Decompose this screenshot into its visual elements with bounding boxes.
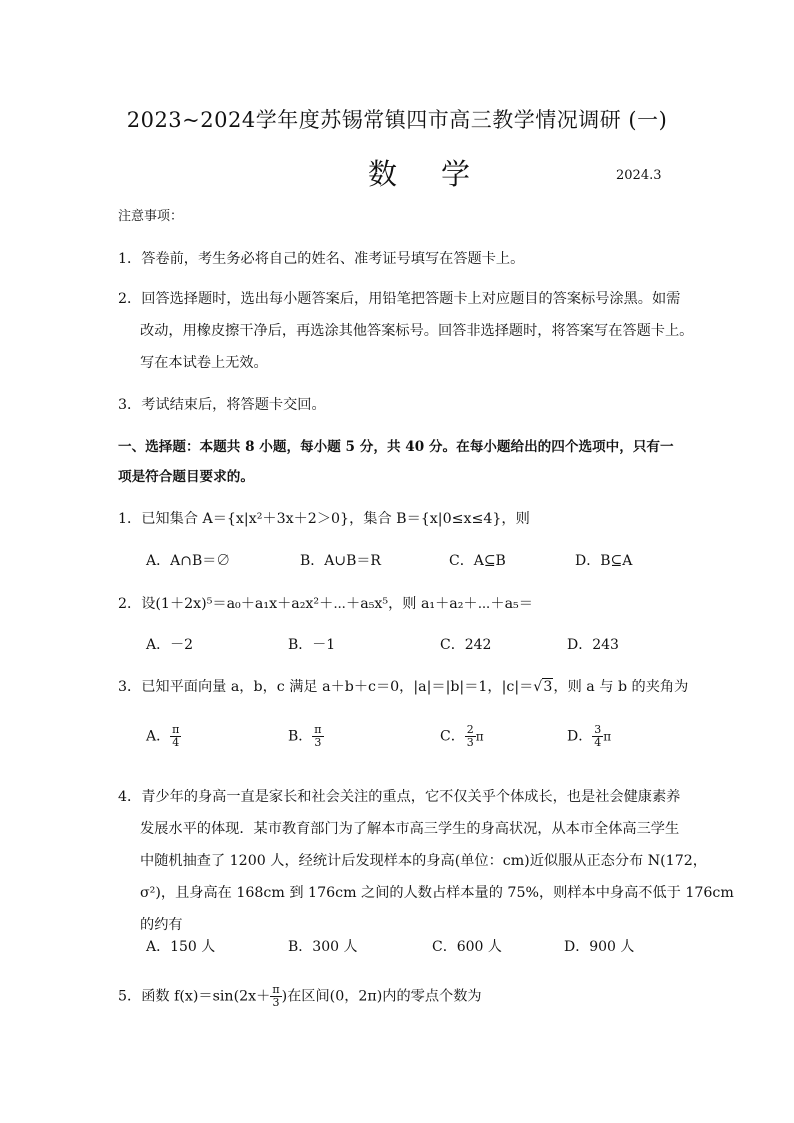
question-3-option-d (567, 724, 611, 749)
question-5-stem-pre: 5．函数 f(x)＝sin(2x＋ (118, 988, 271, 1005)
question-1-stem: 1．已知集合 A＝{x|x²＋3x＋2＞0}，集合 B＝{x|0≤x≤4}，则 (118, 511, 530, 527)
question-2-options (0, 634, 794, 658)
option-label: C． (440, 728, 465, 745)
pi-symbol: π (603, 729, 612, 744)
question-2-option-d: D．243 (567, 637, 619, 653)
question-3-stem (118, 676, 688, 698)
fraction (465, 724, 476, 749)
question-2-option-a: A．－2 (146, 637, 194, 653)
option-label: A． (146, 728, 171, 745)
pi-symbol: π (475, 729, 484, 744)
section-1-heading-cont: 项是符合题目要求的。 (118, 469, 254, 485)
question-3-stem-radicand: 3 (543, 679, 553, 695)
question-3-stem-post: ，则 a 与 b 的夹角为 (553, 679, 689, 695)
section-1-heading: 一、选择题：本题共 8 小题，每小题 5 分，共 40 分。在每小题给出的四个选项中，只有一 (118, 439, 674, 455)
question-4-line-1: 4．青少年的身高一直是家长和社会关注的重点，它不仅关乎个体成长，也是社会健康素养 (118, 789, 681, 805)
question-4-option-c: C．600 人 (432, 939, 502, 955)
numerator: π (172, 723, 180, 736)
question-1-option-c: C．A⊆B (449, 553, 506, 569)
question-4-option-b: B．300 人 (288, 939, 358, 955)
question-3-stem-pre: 3．已知平面向量 a，b，c 满足 a＋b＋c＝0，|a|＝|b|＝1，|c|＝√ (118, 679, 543, 695)
numerator: π (314, 723, 322, 736)
question-1-option-d: D．B⊆A (575, 553, 633, 569)
question-4-line-5: 的约有 (140, 917, 183, 933)
option-label: B． (288, 728, 313, 745)
note-2-line-2: 改动，用橡皮擦干净后，再选涂其他答案标号。回答非选择题时，将答案写在答题卡上。 (140, 323, 694, 339)
denominator: 3 (466, 736, 474, 749)
question-4-option-a: A．150 人 (146, 939, 216, 955)
question-2-stem: 2．设(1＋2x)⁵＝a₀＋a₁x＋a₂x²＋⋯＋a₅x⁵，则 a₁＋a₂＋⋯＋a₅＝ (118, 596, 533, 612)
note-2-line-3: 写在本试卷上无效。 (140, 355, 268, 371)
question-1-option-b: B．A∪B＝R (300, 553, 381, 569)
numerator: π (272, 983, 280, 996)
question-4-line-4: σ²)，且身高在 168cm 到 176cm 之间的人数占样本量的 75%，则样本中身高不低于 176cm (140, 885, 734, 901)
numerator: 2 (466, 723, 474, 736)
numerator: 3 (594, 723, 602, 736)
question-4-line-2: 发展水平的体现．某市教育部门为了解本市高三学生的身高状况，从本市全体高三学生 (140, 821, 680, 837)
exam-title: 2023~2024学年度苏锡常镇四市高三教学情况调研 (一) (126, 108, 668, 132)
question-3-option-c (440, 724, 484, 749)
question-5-stem-post: )在区间(0，2π)内的零点个数为 (281, 988, 482, 1005)
question-3-option-a (146, 724, 181, 749)
fraction (592, 724, 603, 749)
denominator: 4 (172, 736, 180, 749)
question-3-option-b (288, 724, 324, 749)
notes-heading: 注意事项： (118, 209, 184, 224)
subject-title: 数学 (368, 157, 515, 191)
denominator: 4 (594, 736, 602, 749)
denominator: 3 (314, 736, 322, 749)
fraction (312, 724, 323, 749)
fraction (270, 984, 281, 1009)
denominator: 3 (272, 996, 280, 1009)
note-3: 3．考试结束后，将答题卡交回。 (118, 397, 326, 413)
question-2-option-b: B．－1 (288, 637, 336, 653)
question-4-options (0, 936, 794, 960)
question-1-option-a: A．A∩B＝∅ (146, 553, 231, 569)
question-2-option-c: C．242 (440, 637, 492, 653)
question-1-options (0, 550, 794, 574)
exam-date: 2024.3 (616, 168, 662, 183)
question-3-options (0, 718, 794, 752)
note-2-line-1: 2．回答选择题时，选出每小题答案后，用铅笔把答题卡上对应题目的答案标号涂黑。如需 (118, 291, 681, 307)
note-1: 1．答卷前，考生务必将自己的姓名、准考证号填写在答题卡上。 (118, 251, 525, 267)
question-5-stem (118, 984, 482, 1009)
option-label: D． (567, 728, 593, 745)
fraction (170, 724, 181, 749)
question-4-option-d: D．900 人 (564, 939, 635, 955)
question-4-line-3: 中随机抽查了 1200 人，经统计后发现样本的身高(单位：cm)近似服从正态分布 N(172， (140, 853, 707, 869)
